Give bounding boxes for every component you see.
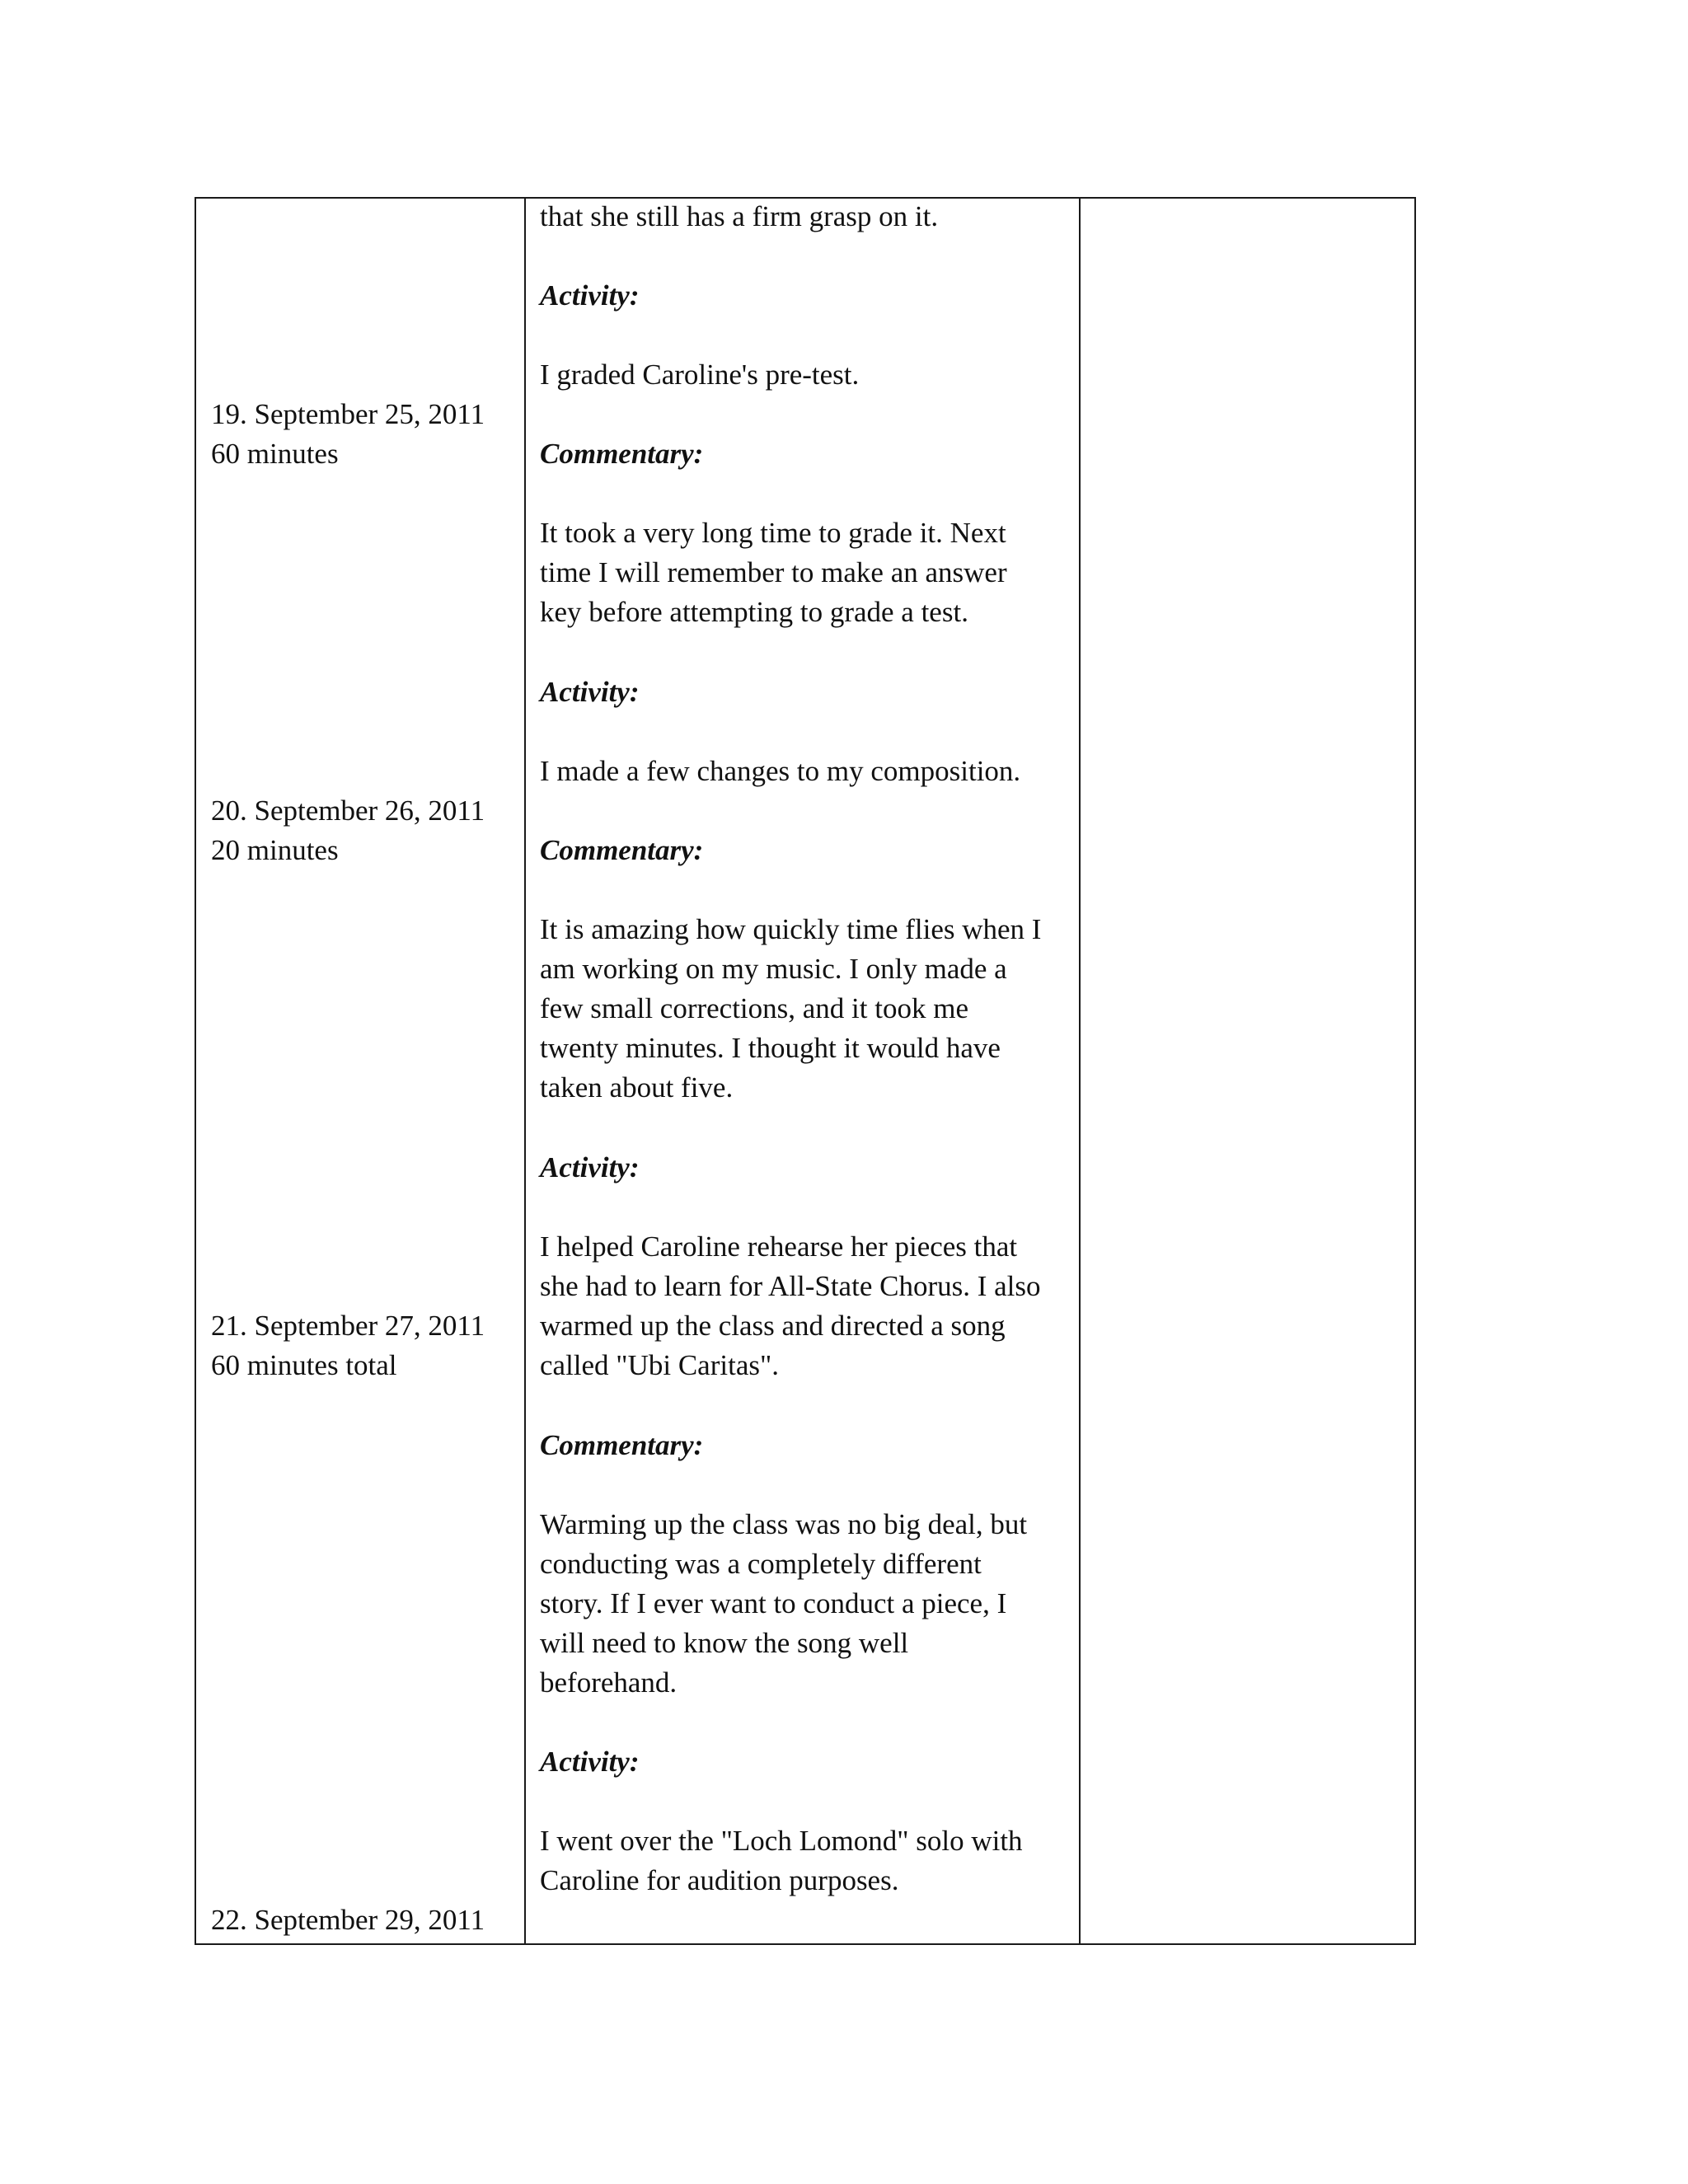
activity-19-line-1: I graded Caroline's pre-test. [540, 359, 860, 391]
carry-over-line: that she still has a firm grasp on it. [540, 200, 939, 232]
entry-22-date: 22. September 29, 2011 [211, 1904, 485, 1936]
column-divider-1 [524, 199, 526, 1943]
commentary-19-line-1: It took a very long time to grade it. Next [540, 517, 1006, 549]
commentary-21-line-3: story. If I ever want to conduct a piece, I [540, 1587, 1007, 1619]
commentary-19-line-3: key before attempting to grade a test. [540, 596, 968, 628]
activity-22-line-2: Caroline for audition purposes. [540, 1864, 899, 1896]
activity-22-line-1: I went over the "Loch Lomond" solo with [540, 1825, 1023, 1857]
activity-20-line-1: I made a few changes to my composition. [540, 755, 1021, 787]
commentary-label-20: Commentary: [540, 834, 704, 866]
commentary-21-line-2: conducting was a completely different [540, 1548, 982, 1580]
commentary-21-line-1: Warming up the class was no big deal, but [540, 1508, 1028, 1540]
entry-19-date: 19. September 25, 2011 [211, 398, 485, 430]
activity-21-line-3: warmed up the class and directed a song [540, 1310, 1006, 1342]
notes-column [1081, 199, 1414, 1943]
activity-21-line-2: she had to learn for All-State Chorus. I also [540, 1270, 1041, 1302]
entry-19-duration: 60 minutes [211, 438, 339, 470]
activity-21-line-1: I helped Caroline rehearse her pieces that [540, 1230, 1018, 1263]
commentary-20-line-1: It is amazing how quickly time flies when I [540, 913, 1042, 945]
commentary-label-21: Commentary: [540, 1429, 704, 1461]
commentary-20-line-5: taken about five. [540, 1071, 734, 1104]
commentary-21-line-4: will need to know the song well [540, 1627, 909, 1659]
log-table [195, 197, 1416, 1945]
commentary-20-line-4: twenty minutes. I thought it would have [540, 1032, 1001, 1064]
activity-label-22: Activity: [540, 1746, 640, 1778]
entry-21-duration: 60 minutes total [211, 1349, 397, 1381]
commentary-label-19: Commentary: [540, 438, 704, 470]
entry-21-date: 21. September 27, 2011 [211, 1310, 485, 1342]
entry-20-date: 20. September 26, 2011 [211, 794, 485, 827]
activity-21-line-4: called "Ubi Caritas". [540, 1349, 780, 1381]
activity-label-21: Activity: [540, 1151, 640, 1183]
commentary-20-line-2: am working on my music. I only made a [540, 953, 1007, 985]
activity-label-20: Activity: [540, 676, 640, 708]
entry-20-duration: 20 minutes [211, 834, 339, 866]
commentary-19-line-2: time I will remember to make an answer [540, 556, 1007, 588]
commentary-21-line-5: beforehand. [540, 1666, 678, 1699]
activity-label-19: Activity: [540, 279, 640, 312]
commentary-20-line-3: few small corrections, and it took me [540, 992, 968, 1024]
